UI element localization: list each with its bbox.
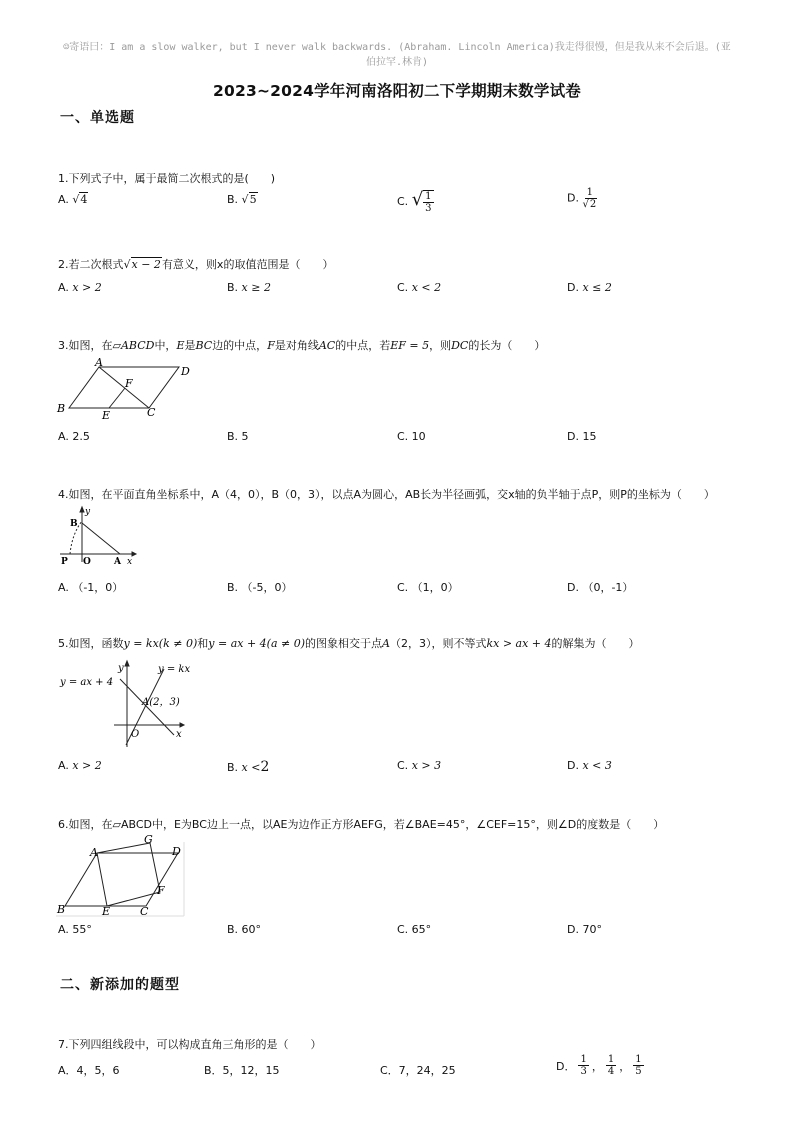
question-1-option-a[interactable]: A. √4 — [58, 193, 88, 206]
question-3-option-c[interactable]: C. 10 — [397, 430, 426, 443]
label-x: x — [127, 557, 133, 567]
label-x: x — [176, 729, 182, 740]
label-f: F — [125, 377, 133, 390]
label-b: B — [57, 402, 66, 415]
question-4-option-a[interactable]: A. （-1，0） — [58, 581, 124, 594]
motto-line-1: ☺寄语曰：I am a slow walker, but I never walk backwards. (Abraham. Lincoln America)我走得很慢，但是我从来不会后退。(亚 — [63, 42, 731, 53]
label-g: G — [144, 833, 153, 846]
question-5-option-a[interactable]: A. x > 2 — [58, 759, 102, 772]
x-axis-arrow — [132, 552, 136, 556]
question-5-option-d[interactable]: D. x < 3 — [567, 759, 612, 772]
motto-line-2: 伯拉罕.林肯) — [365, 57, 429, 68]
section-heading-new-types: 二、新添加的题型 — [60, 977, 180, 993]
square-aefg — [97, 843, 160, 906]
question-3-option-a[interactable]: A. 2.5 — [58, 430, 90, 443]
question-1-option-c[interactable]: C. √ $\frac{1}{3}$ — [397, 189, 432, 214]
question-1-option-d[interactable]: D. $\frac{1}{√2}$ — [567, 187, 597, 210]
fraction: $\frac{1}{3}$ — [580, 1054, 587, 1077]
question-3-parallelogram-figure — [55, 357, 195, 423]
segment-ab — [82, 523, 120, 554]
diagonal-ac — [99, 367, 149, 408]
question-6-stem: 6.如图，在▱ABCD中，E为BC边上一点，以AE为边作正方形AEFG，若∠BAE=45°，∠CEF=15°，则∠D的度数是（ ） — [58, 818, 665, 831]
label-a: A — [90, 846, 98, 859]
label-d: D — [172, 845, 181, 858]
question-1-stem: 1.下列式子中，属于最简二次根式的是( ) — [58, 172, 276, 185]
sqrt-expression: √ — [411, 189, 424, 210]
label-intersection-a: A(2，3) — [142, 697, 180, 708]
parallelogram-abcd — [65, 853, 178, 906]
label-y: y — [118, 663, 124, 674]
label-line-ax-plus-4: y = ax + 4 — [60, 677, 114, 688]
question-4-stem: 4.如图，在平面直角坐标系中，A（4，0），B（0，3），以点A为圆心，AB长为半径画弧，交x轴的负半轴于点P，则P的坐标为（ ） — [58, 488, 715, 501]
question-5-stem: 5.如图，函数y = kx(k ≠ 0)和y = ax + 4(a ≠ 0)的图象相交于点A（2，3），则不等式kx > ax + 4的解集为（ ） — [58, 637, 640, 650]
label-d: D — [181, 365, 190, 378]
fraction: $\frac{1}{4}$ — [607, 1054, 615, 1077]
question-6-square-in-parallelogram-figure — [56, 832, 188, 918]
label-a: A — [114, 557, 121, 567]
question-6-option-b[interactable]: B. 60° — [227, 923, 262, 936]
label-p: P — [61, 557, 68, 567]
segment-ef — [109, 388, 125, 408]
label-e: E — [102, 905, 111, 918]
question-3-stem: 3.如图，在▱ABCD中，E是BC边的中点，F是对角线AC的中点，若EF = 5，则DC的长为（ ） — [58, 339, 546, 352]
question-7-stem: 7.下列四组线段中，可以构成直角三角形的是（ ） — [58, 1038, 322, 1051]
label-c: C — [140, 905, 149, 918]
label-f: F — [157, 884, 165, 897]
label-b: B — [57, 903, 66, 916]
question-7-option-a[interactable]: A．4，5，6 — [58, 1064, 120, 1077]
y-axis-arrow — [80, 507, 84, 512]
sqrt-expression: √5 — [241, 193, 257, 206]
question-3-option-b[interactable]: B. 5 — [227, 430, 249, 443]
question-6-option-d[interactable]: D. 70° — [567, 923, 602, 936]
question-7-option-c[interactable]: C．7，24，25 — [380, 1064, 456, 1077]
question-6-option-a[interactable]: A. 55° — [58, 923, 92, 936]
motto-banner — [0, 40, 794, 70]
question-4-option-d[interactable]: D. （0，-1） — [567, 581, 634, 594]
fraction: $\frac{1}{√2}$ — [582, 187, 597, 210]
question-2-option-b[interactable]: B. x ≥ 2 — [227, 281, 271, 294]
label-y: y — [85, 507, 91, 517]
question-1-option-b[interactable]: B. √5 — [227, 193, 257, 206]
question-4-coordinate-figure — [58, 504, 138, 568]
sqrt-expression: √4 — [72, 193, 88, 206]
question-2-option-d[interactable]: D. x ≤ 2 — [567, 281, 612, 294]
question-5-option-b[interactable]: B. x <2 — [227, 759, 270, 775]
question-4-option-b[interactable]: B. （-5，0） — [227, 581, 293, 594]
question-7-option-d[interactable]: D． $\frac{1}{3}$ ， $\frac{1}{4}$ ， $\frac{1}{5}$ — [556, 1054, 642, 1077]
exam-title: 2023~2024学年河南洛阳初二下学期期末数学试卷 — [213, 82, 581, 100]
question-3-option-d[interactable]: D. 15 — [567, 430, 597, 443]
question-2-stem: 2.若二次根式√x − 2有意义，则x的取值范围是（ ） — [58, 258, 334, 271]
label-o: O — [131, 729, 140, 740]
question-2-option-a[interactable]: A. x > 2 — [58, 281, 102, 294]
question-2-option-c[interactable]: C. x < 2 — [397, 281, 442, 294]
y-axis-arrow — [125, 661, 129, 666]
section-heading-single-choice: 一、单选题 — [60, 110, 135, 126]
question-7-option-b[interactable]: B．5，12，15 — [204, 1064, 280, 1077]
label-o: O — [83, 557, 91, 567]
label-a: A — [95, 357, 103, 369]
question-5-option-c[interactable]: C. x > 3 — [397, 759, 442, 772]
question-4-option-c[interactable]: C. （1，0） — [397, 581, 459, 594]
fraction: $\frac{1}{5}$ — [635, 1054, 642, 1077]
label-line-kx: y = kx — [158, 664, 191, 675]
question-6-option-c[interactable]: C. 65° — [397, 923, 432, 936]
label-b: B — [70, 519, 78, 529]
label-c: C — [147, 406, 156, 419]
x-axis-arrow — [180, 723, 184, 727]
question-5-function-graph — [58, 657, 198, 751]
label-e: E — [102, 409, 111, 422]
